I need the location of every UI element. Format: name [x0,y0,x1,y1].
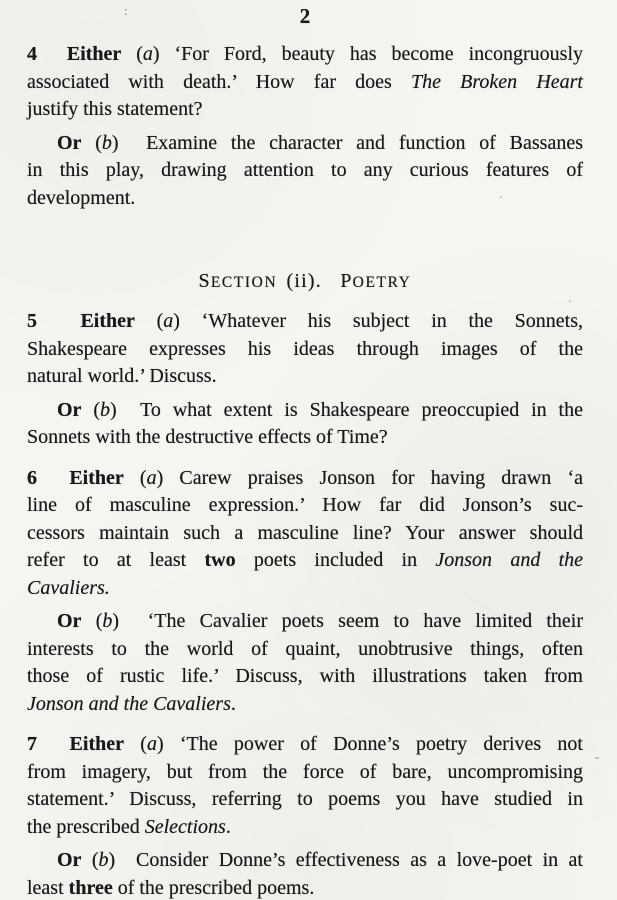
text-run: ) ‘The Cavalier poets seem to have limited their [112,610,583,632]
text-run: ) ‘Whatever his subject in the Sonnets, [173,310,583,332]
text-line [27,814,583,842]
scan-smudge: : [124,3,128,18]
question-6-either-a [27,465,583,603]
text-run: b [101,131,112,154]
text-run: Selections [144,815,226,838]
scan-speck [500,196,502,198]
text-run: ( [81,849,99,871]
text-run: 6 Either [27,466,124,489]
text-run: cessors maintain such a masculine line? Your answer should [27,521,583,544]
text-line [27,575,583,603]
text-run: ) Examine the character and function of Bassanes [111,131,583,154]
text-run: ( [81,610,103,632]
section-heading [27,269,583,295]
text-run: Or [57,849,82,871]
text-run: Cavaliers. [27,576,110,599]
text-run: a [146,733,157,755]
exam-questions-body [27,41,583,900]
text-run: interests to the world of quaint, unobtrusive things, often [27,637,583,660]
text-line [27,547,583,575]
text-run: ( [81,398,100,421]
text-run: Jonson and the Cavaliers [27,692,231,715]
text-run: line of masculine expression.’ How far did Jonson’s suc- [27,494,583,516]
text-line [27,96,583,124]
text-run: from imagery, but from the force of bare, uncompromising [27,760,583,783]
text-line [27,397,583,425]
text-line [27,847,583,875]
text-line [27,636,583,664]
text-run: S [198,270,211,292]
text-run: . [230,692,236,715]
text-line [27,492,583,520]
text-run: Jonson and the [435,549,584,571]
text-line [27,130,583,158]
text-run: OETRY [352,274,412,291]
text-run: associated with death.’ How far does [27,70,411,93]
text-line [27,69,583,97]
question-7-or-b [27,847,583,900]
text-run: Shakespeare expresses his ideas through images of the [27,337,583,360]
text-run: Sonnets with the destructive effects of Time? [27,426,388,448]
question-4-or-b [27,130,583,213]
text-run: natural world.’ Discuss. [27,365,217,387]
text-run: statement.’ Discuss, referring to poems you have studied in [27,788,583,810]
text-line [27,41,583,69]
text-run: (ii). [277,270,341,292]
question-7-either-a [27,731,583,841]
text-run: ) ‘The power of Donne’s poetry derives not [156,733,583,755]
text-line [27,424,583,452]
text-line [27,786,583,814]
scan-speck [595,757,599,759]
text-line [27,691,583,719]
text-run: development. [27,186,136,209]
question-5-or-b [27,397,583,452]
text-run: The Broken Heart [410,70,583,93]
text-run: P [340,270,353,292]
page-number: 2 [299,4,311,28]
text-run: of the prescribed poems. [112,876,315,899]
text-run: three [68,876,113,899]
text-run: ) Carew praises Jonson for having drawn ‘a [156,466,583,489]
text-run: the prescribed [27,815,145,838]
text-run: two [204,549,236,571]
text-run: poets included in [235,549,436,571]
text-line [27,185,583,213]
text-run: Or [57,610,82,632]
text-line [27,759,583,787]
text-run: 7 Either [27,733,124,755]
text-line [27,520,583,548]
text-run: ( [121,43,143,65]
text-line [27,731,583,759]
text-run: 4 Either [27,43,122,65]
text-run: . [225,815,231,838]
text-run: those of rustic life.’ Discuss, with illustrations taken from [27,665,583,687]
text-run: b [100,398,110,421]
text-line [27,363,583,391]
text-run: ) To what extent is Shakespeare preoccupied in the [110,398,583,421]
text-line [27,308,583,336]
text-run: least [27,876,69,899]
text-line [27,875,583,900]
question-5-either-a [27,308,583,391]
text-run: in this play, drawing attention to any curious features of [27,159,583,181]
text-line [27,336,583,364]
text-run: ECTION [210,274,278,291]
scan-speck [569,300,571,302]
text-run: a [146,466,157,489]
text-run: ( [134,310,164,332]
text-run: ) Consider Donne’s effectiveness as a love-poet in at [108,849,583,871]
question-6-or-b [27,608,583,718]
text-run: a [142,43,153,65]
question-4-either-a [27,41,583,124]
text-line [27,663,583,691]
text-run: 5 Either [27,310,135,332]
text-run: Or [57,398,82,421]
text-run: refer to at least [27,549,205,571]
text-run: ( [123,466,147,489]
text-run: Or [57,131,82,154]
text-run: ( [124,733,147,755]
text-run: b [102,610,113,632]
text-line [27,608,583,636]
text-line [27,465,583,493]
text-line [27,157,583,185]
text-run: ) ‘For Ford, beauty has become incongruously [152,43,584,65]
text-run: a [163,310,174,332]
text-run: justify this statement? [27,98,203,120]
text-run: b [98,849,109,871]
text-run: ( [81,131,102,154]
scan-speck [566,86,569,89]
